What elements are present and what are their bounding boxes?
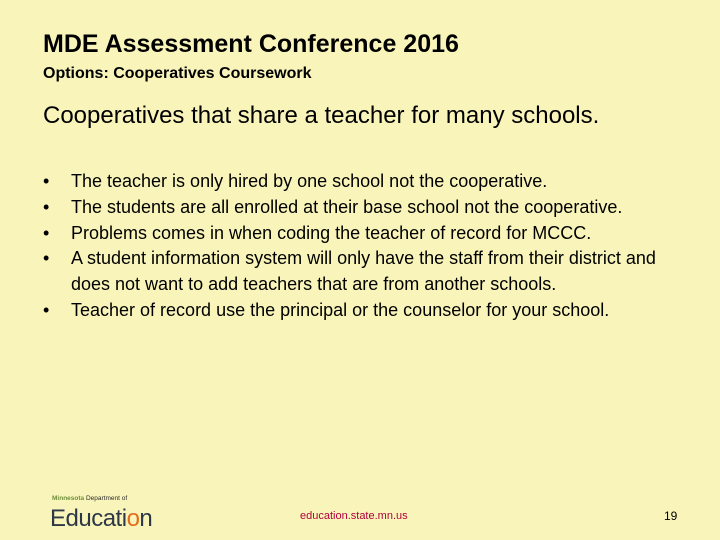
logo-department-line [52,495,127,503]
logo-word-accent: o [126,505,140,532]
bullet-text: The teacher is only hired by one school not the cooperative. [71,171,548,191]
bullet-text: Problems comes in when coding the teacher of record for MCCC. [71,222,592,243]
slide-subtitle: Options: Cooperatives Coursework [43,65,312,82]
footer-url: education.state.mn.us [300,510,408,522]
bullet-icon: • [43,196,50,217]
bullet-text: Teacher of record use the principal or the counselor for your school. [71,299,610,320]
bullet-icon: • [43,171,50,191]
bullet-icon: • [43,222,50,243]
bullet-item [43,246,683,298]
logo-word-start: Educati [50,505,127,532]
slide-heading: Cooperatives that share a teacher for many schools. [43,102,600,129]
bullet-text: The students are all enrolled at their base school not the cooperative. [71,196,623,217]
bullet-item [43,169,683,195]
bullet-text: A student information system will only have the staff from their district and does not want to add teachers that are from another schools. [71,248,656,295]
bullet-item [43,298,683,324]
bullet-list [43,169,683,324]
bullet-item [43,195,683,221]
bullet-icon: • [43,299,50,320]
mn-education-logo [50,491,160,531]
logo-department-text: Department of [85,495,128,502]
logo-wordmark [50,506,152,532]
bullet-icon: • [43,248,50,269]
logo-word-end: n [139,505,153,532]
conference-title: MDE Assessment Conference 2016 [43,30,459,58]
logo-state-text: Minnesota [52,495,85,502]
bullet-item [43,221,683,247]
page-number: 19 [664,509,678,523]
